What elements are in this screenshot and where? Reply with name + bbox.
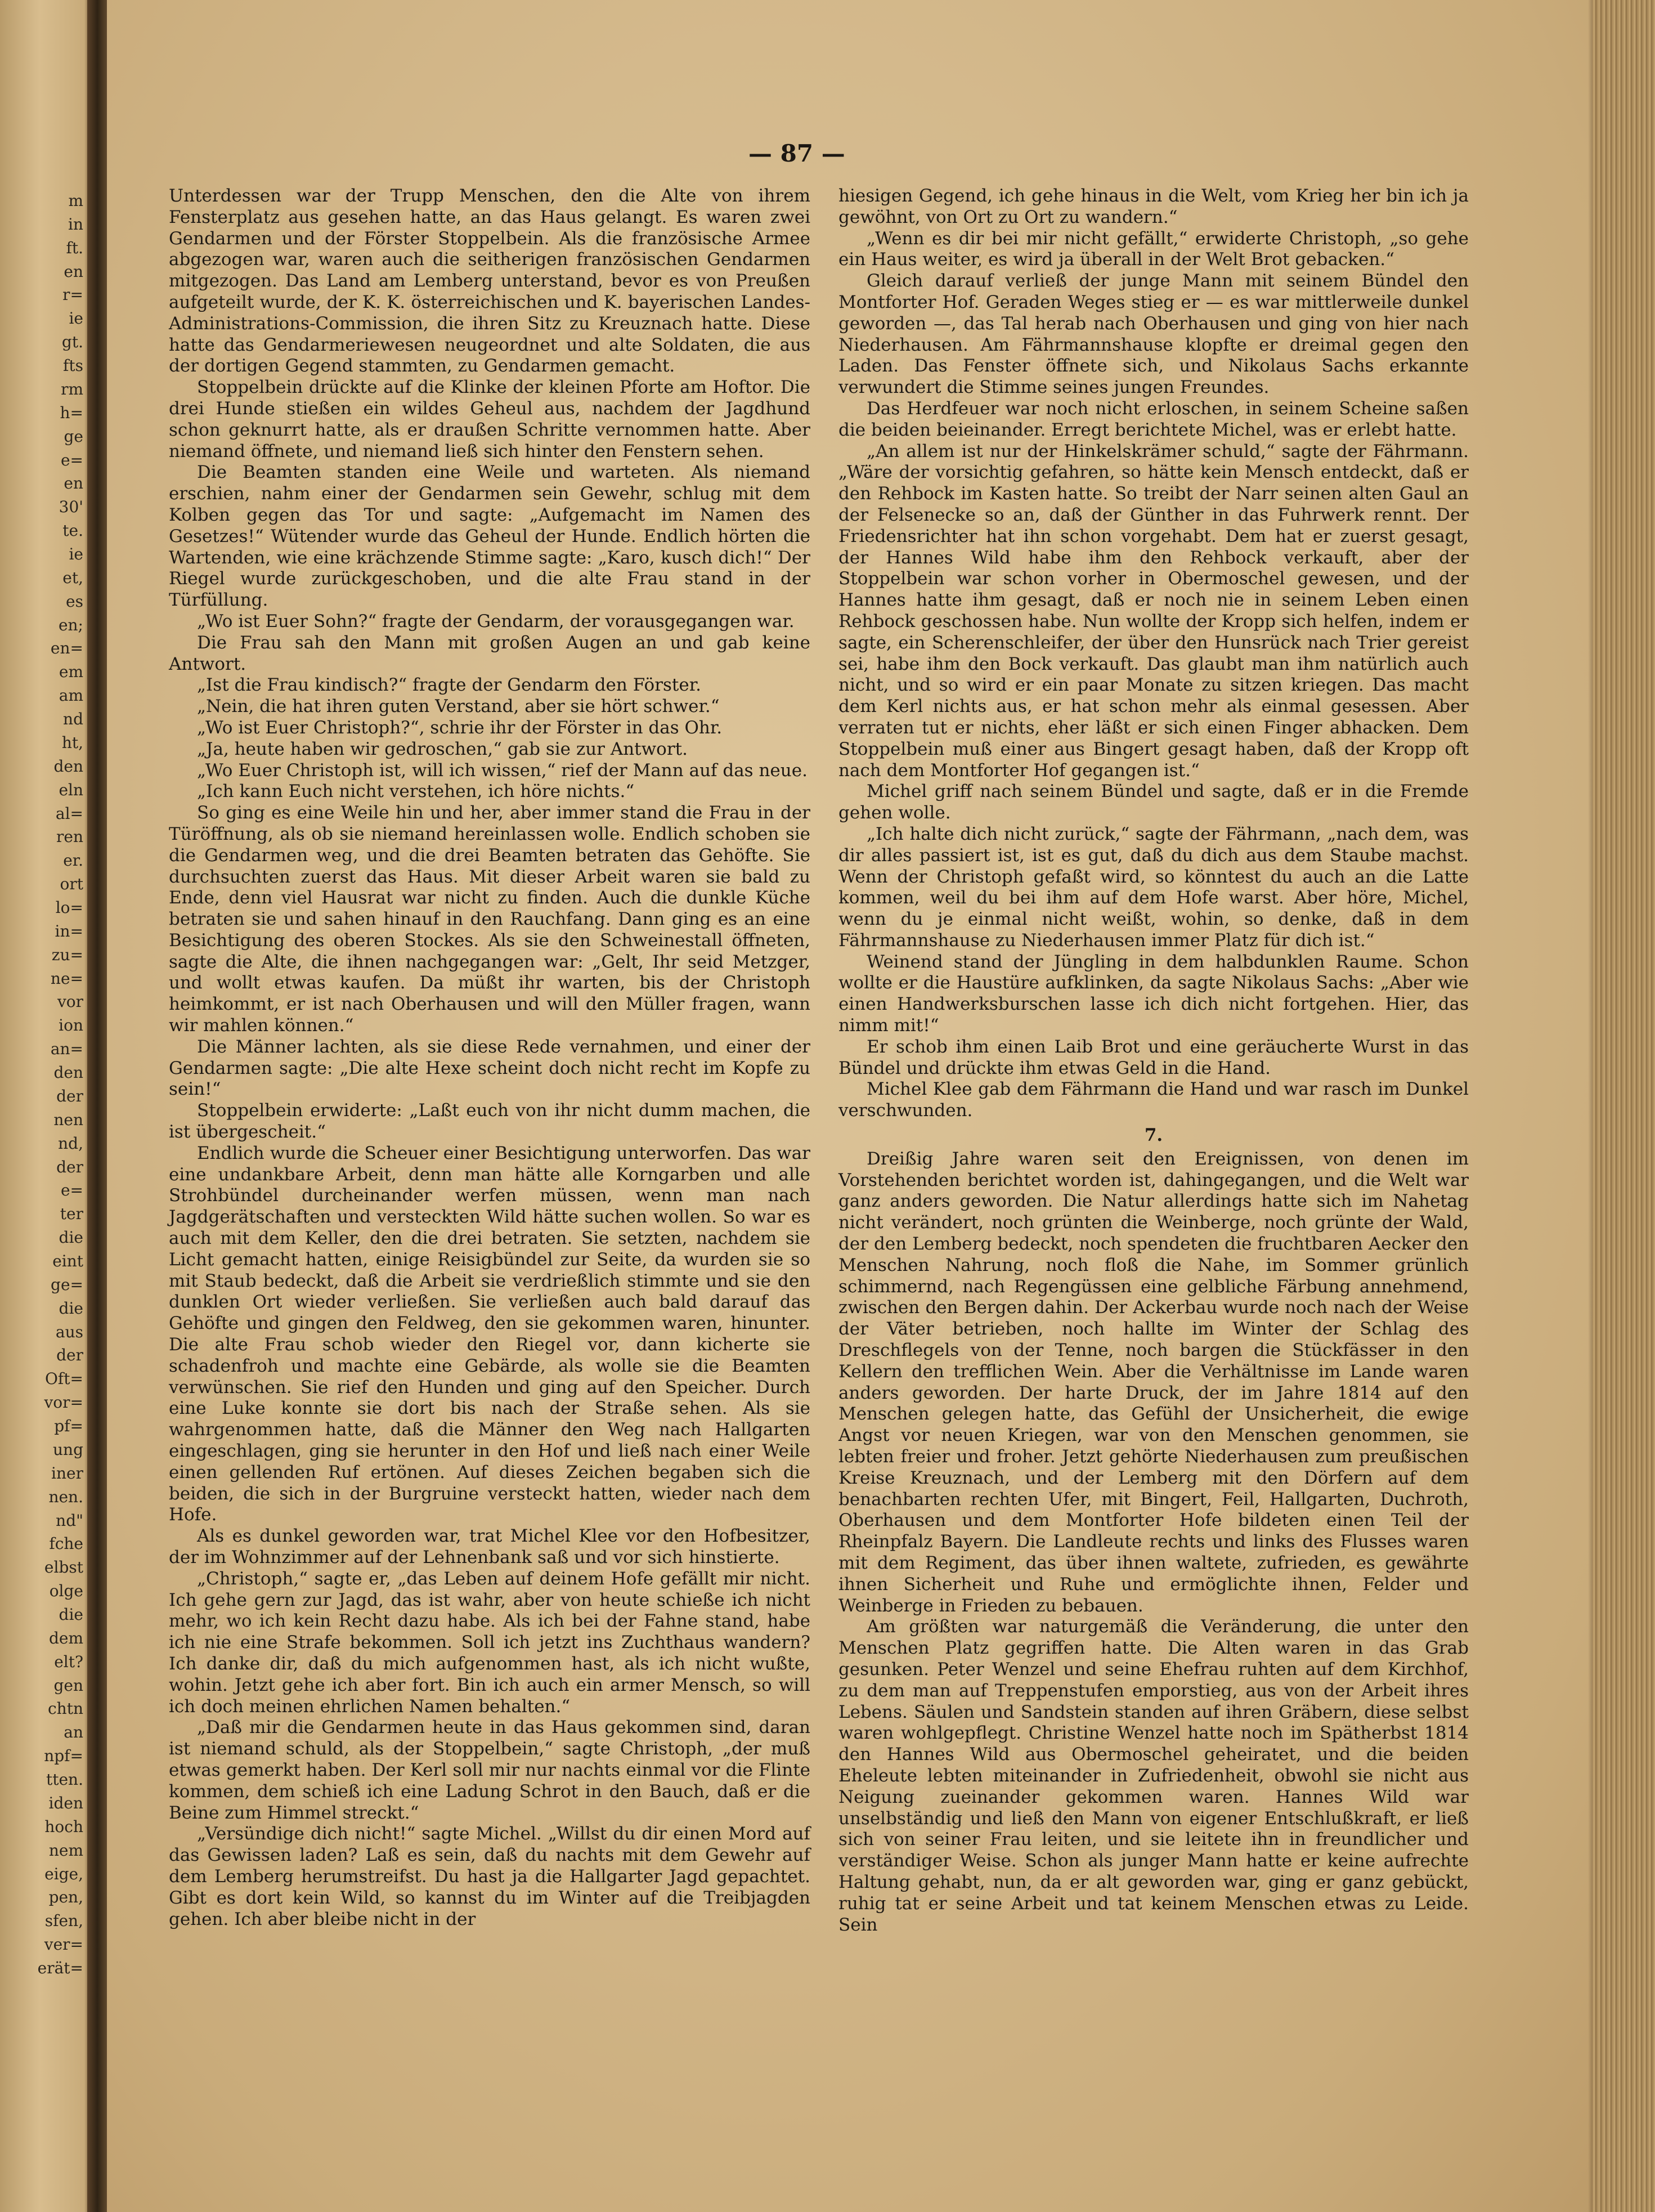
paragraph: „Versündige dich nicht!“ sagte Michel. „Willst du dir einen Mord auf das Gewissen laden? Laß es sein, daß du nachts mit dem Gewehr auf dem Lemberg herumstreifst. Du hast ja die Hallgarter Jagd gepachtet. Gibt es dort kein Wild, so kannst du im Winter auf die Treibjagden gehen. Ich aber bleibe nicht in der bbox=[169, 1824, 810, 1929]
adjacent-page-text-fragment: nen. bbox=[48, 1487, 83, 1506]
adjacent-page-edge bbox=[0, 0, 90, 2212]
adjacent-page-text-fragment: eint bbox=[52, 1252, 83, 1270]
adjacent-page-text-fragment: die bbox=[59, 1605, 83, 1624]
adjacent-page-text-fragment: nd" bbox=[56, 1511, 83, 1530]
paragraph: Michel griff nach seinem Bündel und sagte, daß er in die Fremde gehen wolle. bbox=[838, 781, 1469, 823]
book-gutter bbox=[87, 0, 110, 2212]
adjacent-page-text-fragment: h= bbox=[60, 403, 83, 422]
adjacent-page-text-fragment: nd bbox=[63, 710, 83, 729]
adjacent-page-text-fragment: fts bbox=[63, 356, 83, 375]
paragraph: „Wo ist Euer Sohn?“ fragte der Gendarm, der vorausgegangen war. bbox=[197, 611, 795, 632]
adjacent-page-text-fragment: et, bbox=[62, 568, 83, 587]
adjacent-page-text-fragment: sfen, bbox=[44, 1911, 83, 1931]
paragraph: Stoppelbein drückte auf die Klinke der kleinen Pforte am Hoftor. Die drei Hunde stießen ein wildes Geheul aus, nachdem der Jagdhund schon geknurrt hatte, als er draußen Schritte vernommen hatte. Aber niemand öffnete, und niemand ließ sich hinter den Fenstern sehen. bbox=[169, 377, 810, 462]
adjacent-page-text-fragment: en bbox=[64, 262, 83, 281]
paragraph: Gleich darauf verließ der junge Mann mit seinem Bündel den Montforter Hof. Geraden Weges stieg er — es war mittlerweile dunkel geworden —, das Tal herab nach Oberhausen und ging von hier nach Niederhausen. Am Fährmannshause klopfte er dreimal gegen den Laden. Das Fenster öffnete sich, und Nikolaus Sachs erkannte verwundert die Stimme seines jungen Freundes. bbox=[838, 271, 1469, 398]
adjacent-page-text-fragment: der bbox=[56, 1086, 83, 1105]
adjacent-page-text-fragment: an bbox=[64, 1723, 83, 1742]
adjacent-page-text-fragment: ver= bbox=[44, 1935, 83, 1954]
paragraph: „Wenn es dir bei mir nicht gefällt,“ erwiderte Christoph, „so gehe ein Haus weiter, es wird ja überall in der Welt Brot gebacken.“ bbox=[838, 228, 1469, 270]
adjacent-page-text-fragment: vor bbox=[57, 992, 83, 1011]
adjacent-page-text-fragment: tten. bbox=[46, 1770, 83, 1789]
paragraph: Die Frau sah den Mann mit großen Augen an und gab keine Antwort. bbox=[169, 632, 810, 674]
adjacent-page-text-fragment: zu= bbox=[51, 945, 83, 964]
paragraph: Am größten war naturgemäß die Veränderung, die unter den Menschen Platz gegriffen hatte. Die Alten waren in das Grab gesunken. Peter Wenzel und seine Ehefrau ruhten auf dem Kirchhof, zu dem man auf Treppenstufen emporstieg, aus von der Arbeit ihres Lebens. Säulen und Sandstein standen auf ihren Gräbern, diese selbst waren wohlgepflegt. Christine Wenzel hatte noch im Spätherbst 1814 den Hannes Wild aus Obermoschel geheiratet, und die beiden Eheleute lebten miteinander in Zufriedenheit, obwohl sie nicht aus Neigung zueinander gekommen waren. Hannes Wild war unselbständig und ließ den Mann von eigener Entschlußkraft, er ließ sich von seiner Frau leiten, und sie leitete ihn in freundlicher und verständiger Weise. Schon als junger Mann hatte er keine aufrechte Haltung gehabt, nun, da er alt geworden war, ging er ganz gebückt, ruhig tat er seine Arbeit und tat keinem Menschen etwas zu Leide. Sein bbox=[838, 1617, 1469, 1935]
paragraph: Michel Klee gab dem Fährmann die Hand und war rasch im Dunkel verschwunden. bbox=[838, 1079, 1469, 1121]
page-number: — 87 — bbox=[748, 140, 845, 167]
paragraph: „An allem ist nur der Hinkelskrämer schuld,“ sagte der Fährmann. „Wäre der vorsichtig gefahren, so hätte kein Mensch entdeckt, daß er den Rehbock im Kasten hatte. So treibt der Narr seinen alten Gaul an der Felsenecke so an, daß der Günther in das Fuhrwerk rennt. Der Friedensrichter hat ihn schon vorgehabt. Dem hat er zuerst gesagt, der Hannes Wild habe ihm den Rehbock verkauft, aber der Stoppelbein war schon vorher in Obermoschel gewesen, und der Hannes hatte ihm gesagt, daß er noch nie in seinem Leben einen Rehbock geschossen habe. Nun wollte der Kropp sich helfen, indem er sagte, ein Scherenschleifer, der über den Hunsrück nach Trier gereist sei, habe ihm den Bock verkauft. Das glaubt man ihm natürlich auch nicht, und so wird er ein paar Monate zu sitzen kriegen. Das macht dem Kerl nichts aus, er hat schon mehr als einmal gesessen. Aber verraten tut er nichts, eher läßt er sich einen Finger abhacken. Dem Stoppelbein muß einer aus Bingert gesagt haben, daß der Kropp oft nach dem Montforter Hof gegangen ist.“ bbox=[838, 441, 1469, 781]
adjacent-page-text-fragment: m bbox=[68, 191, 83, 210]
paragraph: Die Beamten standen eine Weile und warteten. Als niemand erschien, nahm einer der Gendarmen sein Gewehr, schlug mit dem Kolben gegen das Tor und sagte: „Aufgemacht im Namen des Gesetzes!“ Wütender wurde das Geheul der Hunde. Endlich hörten die Wartenden, wie eine krächzende Stimme sagte: „Karo, kusch dich!“ Der Riegel wurde zurückgeschoben, und die alte Frau stand in der Türfüllung. bbox=[169, 462, 810, 611]
adjacent-page-text-fragment: iden bbox=[48, 1793, 83, 1812]
adjacent-page-text-fragment: r= bbox=[62, 285, 83, 305]
paragraph: „Ich kann Euch nicht verstehen, ich höre nichts.“ bbox=[197, 781, 635, 802]
paragraph: „Ja, heute haben wir gedroschen,“ gab sie zur Antwort. bbox=[197, 738, 688, 759]
adjacent-page-text-fragment: en; bbox=[58, 615, 83, 634]
adjacent-page-text-fragment: gen bbox=[53, 1676, 83, 1695]
adjacent-page-text-fragment: fche bbox=[49, 1534, 83, 1553]
adjacent-page-text-fragment: die bbox=[59, 1228, 83, 1247]
adjacent-page-text-fragment: in= bbox=[55, 921, 83, 941]
adjacent-page-text-fragment: vor= bbox=[44, 1393, 83, 1412]
adjacent-page-text-fragment: an= bbox=[50, 1040, 83, 1059]
adjacent-page-text-fragment: e= bbox=[60, 450, 83, 469]
adjacent-page-text-fragment: den bbox=[53, 1063, 83, 1082]
paragraph: Er schob ihm einen Laib Brot und eine geräucherte Wurst in das Bündel und drückte ihm etwas Geld in die Hand. bbox=[838, 1036, 1469, 1078]
adjacent-page-text-fragment: ie bbox=[69, 309, 83, 328]
adjacent-page-text-fragment: iner bbox=[51, 1463, 83, 1483]
paragraph: Weinend stand der Jüngling in dem halbdunklen Raume. Schon wollte er die Haustüre aufklinken, da sagte Nikolaus Sachs: „Aber wie einen Handwerksburschen lasse ich dich nicht fortgehen. Hier, das nimm mit!“ bbox=[838, 951, 1469, 1036]
adjacent-page-text-fragment: ter bbox=[60, 1204, 83, 1224]
paragraph: hiesigen Gegend, ich gehe hinaus in die Welt, vom Krieg her bin ich ja gewöhnt, von Ort zu Ort zu wandern.“ bbox=[838, 186, 1469, 227]
adjacent-page-text-fragment: ht, bbox=[61, 733, 83, 752]
adjacent-page-text-fragment: al= bbox=[55, 804, 83, 823]
adjacent-page-text-fragment: aus bbox=[55, 1322, 83, 1341]
adjacent-page-text-fragment: ie bbox=[69, 545, 83, 563]
book-page-edges bbox=[1593, 0, 1655, 2212]
adjacent-page-text-fragment: die bbox=[59, 1298, 83, 1318]
right-text-column bbox=[838, 186, 1469, 1936]
paragraph: So ging es eine Weile hin und her, aber immer stand die Frau in der Türöffnung, als ob sie niemand hereinlassen wolle. Endlich schoben sie die Gendarmen weg, und die drei Beamten betraten das Gehöfte. Sie durchsuchten zuerst das Haus. Mit dieser Arbeit waren sie bald zu Ende, denn viel Hausrat war nicht zu finden. Auch die dunkle Küche betraten sie und sahen hinauf in den Rauchfang. Dann ging es an eine Besichtigung des oberen Stockes. Als sie den Schweinestall öffneten, sagte die Alte, die ihnen nachgegangen war: „Gelt, Ihr seid Metzger, und wollt etwas kaufen. Da müßt ihr warten, bis der Christoph heimkommt, er ist nach Oberhausen und will den Müller fragen, wann wir mahlen können.“ bbox=[169, 803, 810, 1036]
adjacent-page-text-fragment: ren bbox=[56, 827, 83, 847]
adjacent-page-text-fragment: dem bbox=[48, 1628, 83, 1647]
adjacent-page-text-fragment: Oft= bbox=[44, 1369, 83, 1389]
adjacent-page-text-fragment: ort bbox=[60, 875, 83, 894]
paragraph: „Wo ist Euer Christoph?“, schrie ihr der Förster in das Ohr. bbox=[197, 717, 723, 738]
section-number: 7. bbox=[1144, 1125, 1163, 1146]
adjacent-page-text-fragment: ne= bbox=[50, 969, 83, 988]
adjacent-page-text-fragment: elbst bbox=[44, 1558, 83, 1577]
adjacent-page-text-fragment: eln bbox=[59, 780, 83, 799]
paragraph: „Wo Euer Christoph ist, will ich wissen,“ rief der Mann auf das neue. bbox=[197, 760, 808, 781]
adjacent-page-text-fragment: ge= bbox=[51, 1275, 83, 1294]
paragraph: Dreißig Jahre waren seit den Ereignissen, von denen im Vorstehenden berichtet worden ist, dahingegangen, und die Welt war ganz anders geworden. Die Natur allerdings hatte sich im Nahetag nicht verändert, noch grünten die Weinberge, noch grünte der Wald, der den Lemberg bedeckt, noch spendeten die fruchtbaren Aecker den Menschen Nahrung, noch floß die Nahe, im Sommer grünlich schimmernd, nach Regengüssen eine gelbliche Färbung annehmend, zwischen den Bergen dahin. Der Ackerbau wurde noch nach der Weise der Väter betrieben, noch hallte im Winter der Schlag des Dreschflegels von der Tenne, noch bargen die Stückfässer in den Kellern den trefflichen Wein. Aber die Verhältnisse im Lande waren anders geworden. Der harte Druck, der im Jahre 1814 auf den Menschen gelegen hatte, das Gefühl der Unsicherheit, die ewige Angst vor neuen Kriegen, war von den Menschen genommen, sie lebten freier und froher. Jetzt gehörte Niederhausen zum preußischen Kreise Kreuznach, und der Lemberg mit den Dörfern auf dem benachbarten rechten Ufer, mit Bingert, Feil, Hallgarten, Duchroth, Oberhausen und dem Montforter Hofe bildeten einen Teil der Rheinpfalz Bayern. Die Landleute rechts und links des Flusses waren mit dem Regiment, das über ihnen waltete, zufrieden, es gewährte ihnen Sicherheit und Ruhe und ermöglichte ihnen, Felder und Weinberge in Frieden zu bebauen. bbox=[838, 1148, 1469, 1616]
adjacent-page-text-fragment: olge bbox=[49, 1582, 83, 1601]
paragraph: Endlich wurde die Scheuer einer Besichtigung unterworfen. Das war eine undankbare Arbeit, denn man hätte alle Korngarben und alle Strohbündel durcheinander werfen müssen, wenn man nach Jagdgerätschaften und versteckten Wild hätte suchen wollen. So war es auch mit dem Keller, den die drei betraten. Sie setzten, nachdem sie Licht gemacht hatten, einige Reisigbündel zur Seite, da wurden sie so mit Staub bedeckt, daß die Arbeit sie verdrießlich stimmte und sie den dunklen Ort wieder verließen. Sie verließen auch bald darauf das Gehöfte und gingen den Feldweg, den sie gekommen waren, hinunter. Die alte Frau schob wieder den Riegel vor, dann kicherte sie schadenfroh und machte eine Gebärde, als wolle sie die Beamten verwünschen. Sie rief den Hunden und ging auf den Speicher. Durch eine Luke konnte sie dort bis nach der Straße sehen. Als sie wahrgenommen hatte, daß die Männer den Weg nach Hallgarten eingeschlagen, ging sie herunter in den Hof und ließ nach einer Weile einen gellenden Ruf ertönen. Auf dieses Zeichen begaben sich die beiden, die sich in der Burgruine versteckt hatten, wieder nach dem Hofe. bbox=[169, 1143, 810, 1525]
adjacent-page-text-fragment: pen, bbox=[48, 1888, 83, 1907]
adjacent-page-text-fragment: er. bbox=[63, 851, 83, 870]
paragraph: „Christoph,“ sagte er, „das Leben auf deinem Hofe gefällt mir nicht. Ich gehe gern zur Jagd, das ist wahr, aber von heute schieße ich nicht mehr, wo ich kein Recht dazu habe. Als ich bei der Fahne stand, habe ich nie eine Strafe bekommen. Soll ich jetzt ins Zuchthaus wandern? Ich danke dir, daß du mich aufgenommen hast, als ich nicht wußte, wohin. Jetzt gehe ich aber fort. Bin ich auch ein armer Mensch, so will ich doch meinen ehrlichen Namen behalten.“ bbox=[169, 1568, 810, 1717]
adjacent-page-text-fragment: gt. bbox=[61, 333, 83, 352]
adjacent-page-text-fragment: te. bbox=[62, 521, 83, 540]
adjacent-page-text-fragment: den bbox=[53, 756, 83, 776]
adjacent-page-text-fragment: ion bbox=[59, 1016, 83, 1035]
adjacent-page-text-fragment: hoch bbox=[44, 1817, 83, 1836]
adjacent-page-text-fragment: rm bbox=[61, 379, 83, 398]
adjacent-page-text-fragment: em bbox=[59, 662, 83, 682]
adjacent-page-text-fragment: nen bbox=[53, 1110, 83, 1129]
adjacent-page-text-fragment: pf= bbox=[54, 1417, 83, 1436]
adjacent-page-text-fragment: in bbox=[68, 214, 83, 234]
adjacent-page-text-fragment: ft. bbox=[66, 238, 83, 257]
adjacent-page-text-fragment: npf= bbox=[44, 1747, 83, 1766]
adjacent-page-text-fragment: erät= bbox=[37, 1959, 83, 1977]
adjacent-page-text-fragment: es bbox=[66, 592, 83, 611]
adjacent-page-text-fragment: e= bbox=[60, 1181, 83, 1200]
adjacent-page-text-fragment: nem bbox=[48, 1841, 83, 1860]
adjacent-page-text-fragment: lo= bbox=[55, 898, 83, 917]
left-text-column bbox=[169, 186, 810, 1930]
paragraph: „Daß mir die Gendarmen heute in das Haus gekommen sind, daran ist niemand schuld, als der Stoppelbein,“ sagte Christoph, „der muß etwas gemerkt haben. Der Kerl soll mir nur nachts einmal vor die Flinte kommen, dem schieß ich eine Ladung Schrot in den Bauch, daß er die Beine zum Himmel streckt.“ bbox=[169, 1717, 810, 1823]
paragraph: „Ist die Frau kindisch?“ fragte der Gendarm den Förster. bbox=[197, 675, 701, 696]
paragraph: Die Männer lachten, als sie diese Rede vernahmen, und einer der Gendarmen sagte: „Die alte Hexe scheint doch nicht recht im Kopfe zu sein!“ bbox=[169, 1036, 810, 1100]
adjacent-page-text-fragment: elt? bbox=[54, 1652, 83, 1671]
paragraph: Als es dunkel geworden war, trat Michel Klee vor den Hofbesitzer, der im Wohnzimmer auf der Lehnenbank saß und vor sich hinstierte. bbox=[169, 1526, 810, 1568]
adjacent-page-text-fragment: en= bbox=[50, 639, 83, 658]
adjacent-page-text-fragment: am bbox=[59, 686, 83, 705]
adjacent-page-text-fragment: der bbox=[56, 1157, 83, 1176]
adjacent-page-text-fragment: eige, bbox=[44, 1864, 83, 1883]
adjacent-page-text-fragment: ge bbox=[64, 427, 83, 446]
paragraph: Stoppelbein erwiderte: „Laßt euch von ihr nicht dumm machen, die ist übergescheit.“ bbox=[169, 1100, 810, 1143]
adjacent-page-text-fragment: der bbox=[56, 1346, 83, 1365]
paragraph: Das Herdfeuer war noch nicht erloschen, in seinem Scheine saßen die beiden beieinander. Erregt berichtete Michel, was er erlebt hatte. bbox=[838, 398, 1469, 440]
adjacent-page-text-fragment: nd, bbox=[58, 1134, 83, 1153]
paragraph: „Nein, die hat ihren guten Verstand, aber sie hört schwer.“ bbox=[197, 696, 720, 717]
paragraph: Unterdessen war der Trupp Menschen, den die Alte von ihrem Fensterplatz aus gesehen hatte, an das Haus gelangt. Es waren zwei Gendarmen und der Förster Stoppelbein. Als die französische Armee abgezogen war, waren auch die seitherigen französischen Gendarmen mitgezogen. Das Land am Lemberg unterstand, bevor es von Preußen aufgeteilt wurde, der K. K. österreichischen und K. bayerischen Landes-Administrations-Commission, die ihren Sitz zu Kreuznach hatte. Diese hatte das Gendarmeriewesen neugeordnet und alte Soldaten, die aus der dortigen Gegend stammten, zu Gendarmen gemacht. bbox=[169, 186, 810, 377]
adjacent-page-text-fragment: chtn bbox=[48, 1699, 83, 1718]
adjacent-page-text-fragment: en bbox=[64, 474, 83, 493]
paragraph: „Ich halte dich nicht zurück,“ sagte der Fährmann, „nach dem, was dir alles passiert ist, ist es gut, daß du dich aus dem Staube machst. Wenn der Christoph gefaßt wird, so könntest du auch an die Latte kommen, weil du bei ihm auf dem Hofe warst. Aber höre, Michel, wenn du je einmal nicht weißt, wohin, so denke, daß in dem Fährmannshause zu Niederhausen immer Platz für dich ist.“ bbox=[838, 823, 1469, 951]
adjacent-page-text-fragment: ung bbox=[53, 1440, 83, 1459]
adjacent-page-text-fragment: 30' bbox=[59, 498, 83, 517]
